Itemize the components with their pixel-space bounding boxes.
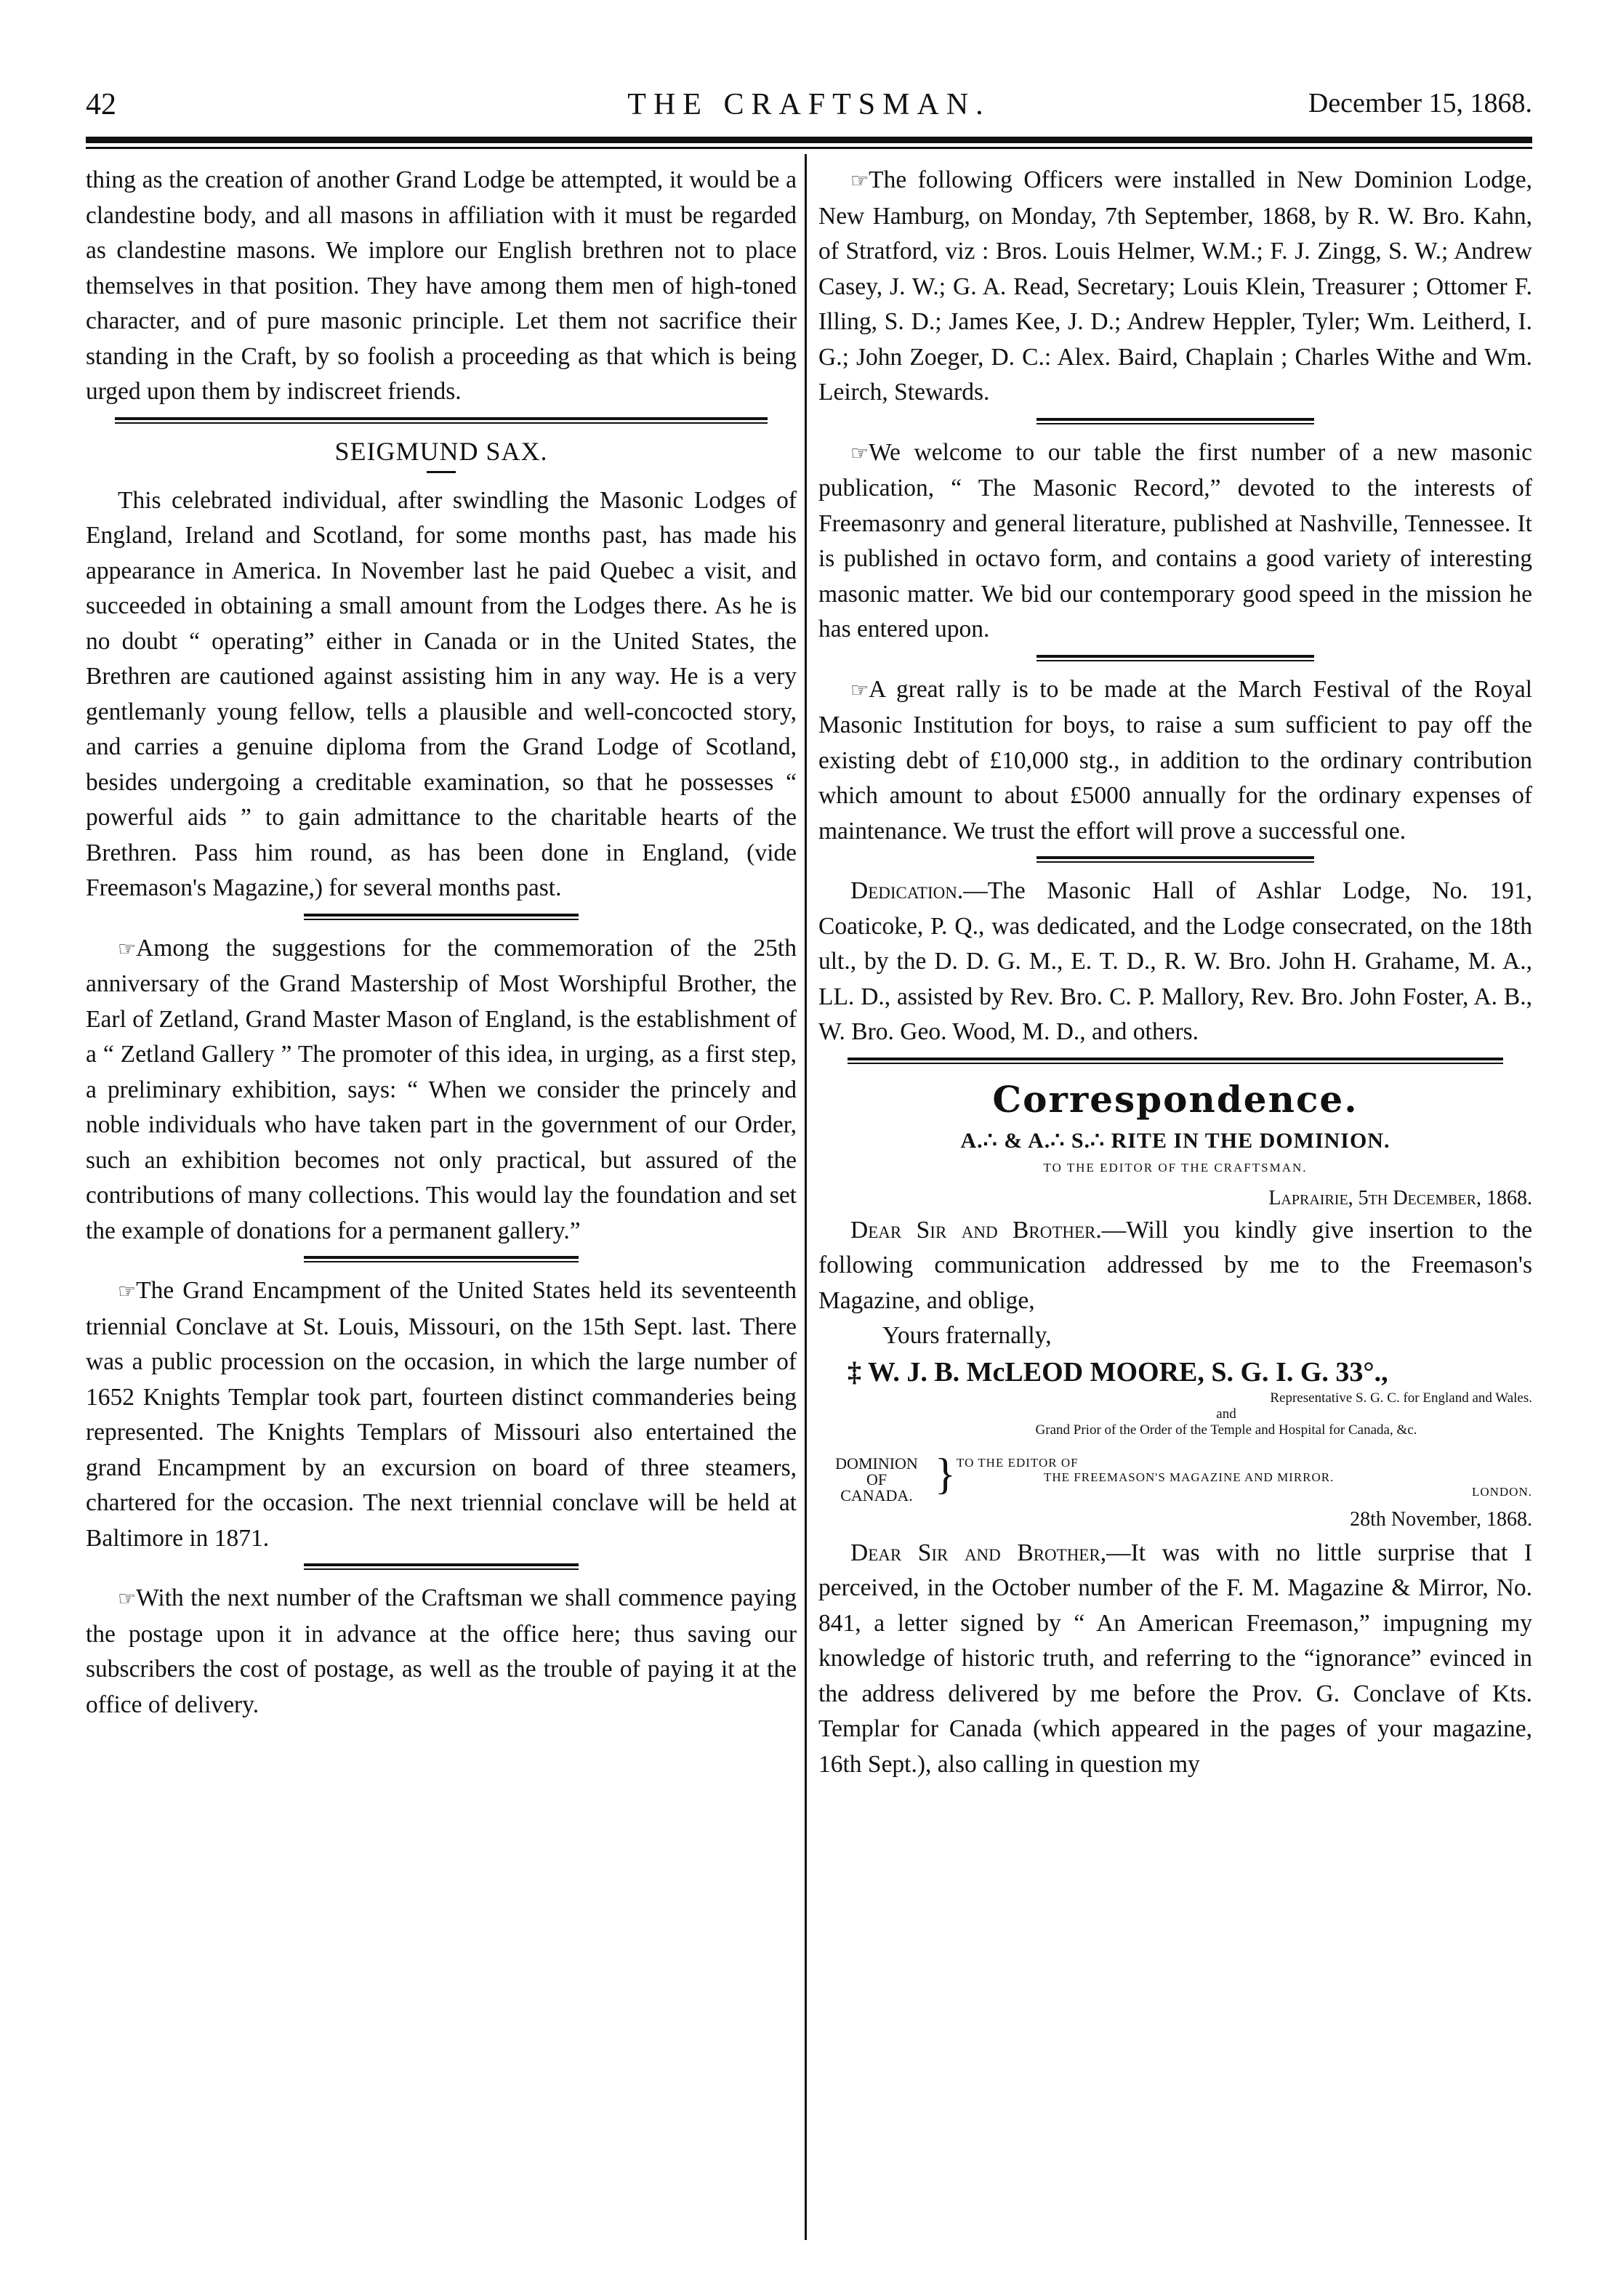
- masonic-record-text: We welcome to our table the first number of a new masonic publication, “ The Masonic Record,” devoted to the interests of Freemasonry and general literature, published at Nashville, Tennessee. It is published in octavo form, and contains a good variety of interesting masonic matter. We bid our contemporary good speed in the mission he has entered upon.: [818, 438, 1532, 643]
- section-separator: [818, 852, 1532, 869]
- letter1-representative: Representative S. G. C. for England and Wales.: [1270, 1390, 1532, 1406]
- dominion-label-line1: DOMINION: [835, 1454, 918, 1473]
- dedication-label: Dedication.: [850, 877, 964, 904]
- pointing-hand-icon: ☞: [850, 440, 869, 465]
- letter1-body: [818, 1213, 1532, 1319]
- pointing-hand-icon: ☞: [850, 169, 869, 193]
- brace-glyph: }: [935, 1449, 956, 1498]
- page-number: 42: [86, 88, 116, 121]
- dominion-label-line2: OF: [866, 1470, 887, 1489]
- column-divider: [805, 154, 807, 2240]
- heading-dash: [427, 471, 456, 473]
- masonic-record-article: [818, 435, 1532, 648]
- section-separator: [818, 414, 1532, 431]
- dedication-article: [818, 874, 1532, 1050]
- section-separator: [818, 1053, 1532, 1071]
- addressee-line3: LONDON.: [1471, 1484, 1532, 1499]
- page-header: [86, 87, 1532, 138]
- zetland-gallery-text: Among the suggestions for the commemoration of the 25th anniversary of the Grand Mastership of Most Worshipful Brother, the Earl of Zetland, Grand Master Mason of England, is the establishment of a “ Zetland Gallery ” The promoter of this idea, in urging, as a first step, a preliminary exhibition, says: “ When we consider the princely and noble individuals who have taken part in the government of our Order, such an exhibition becomes not only practical, but assured of the contributions of many collections. This would lay the foundation and set the example of donations for a permanent gallery.”: [86, 934, 797, 1244]
- addressee-line2: THE FREEMASON'S MAGAZINE AND MIRROR.: [1044, 1470, 1335, 1484]
- letter1-dateline: Laprairie, 5th December, 1868.: [1268, 1186, 1532, 1209]
- publication-title: THE CRAFTSMAN.: [627, 88, 991, 121]
- letter2-salutation: Dear Sir and Brother,: [850, 1539, 1107, 1566]
- pointing-hand-icon: ☞: [850, 677, 869, 702]
- seigmund-sax-heading: SEIGMUND SAX.: [334, 436, 548, 466]
- officers-text: The following Officers were installed in New Dominion Lodge, New Hamburg, on Monday, 7th September, 1868, by R. W. Bro. Kahn, of Stratford, viz : Bros. Louis Helmer, W.M.; F. J. Zingg, S. W.; Andrew Casey, J. W.; G. A. Read, Secretary; Louis Klein, Treasurer ; Ottomer F. Illing, S. D.; James Kee, J. D.; Andrew Heppler, Tyler; Wm. Leitherd, I. G.; John Zoeger, D. C.: Alex. Baird, Chaplain ; Charles Withe and Wm. Leirch, Stewards.: [818, 166, 1532, 406]
- letter1-and: and: [1216, 1406, 1236, 1422]
- to-editor-line: TO THE EDITOR OF THE CRAFTSMAN.: [1043, 1160, 1308, 1175]
- dominion-label: [818, 1456, 935, 1504]
- dedication-text: —The Masonic Hall of Ashlar Lodge, No. 191, Coaticoke, P. Q., was dedicated, and the Lodge consecrated, on the 18th ult., by the D. D. G. M., E. T. D., R. W. Bro. John H. Grahame, M. A., LL. D., assisted by Rev. Bro. C. P. Mallory, Rev. Bro. John Foster, A. B., W. Bro. Geo. Wood, M. D., and others.: [818, 877, 1532, 1045]
- header-rule-thin: [86, 147, 1532, 149]
- zetland-gallery-article: [86, 931, 797, 1249]
- section-separator: [86, 909, 797, 927]
- section-separator: [86, 1252, 797, 1269]
- header-rule-thick: [86, 137, 1532, 143]
- grand-encampment-article: [86, 1273, 797, 1556]
- rally-article: [818, 672, 1532, 850]
- letter1-text: —Will you kindly give insertion to the following communication addressed by me to the Freemason's Magazine, and oblige,: [818, 1216, 1532, 1314]
- left-column: [86, 163, 797, 1723]
- letter2-date: 28th November, 1868.: [1350, 1507, 1532, 1531]
- continued-paragraph: thing as the creation of another Grand Lodge be attempted, it would be a clandestine body, and all masons in affiliation with it must be regarded as clandestine masons. We implore our English brethren not to place themselves in that position. They have among them men of high-toned character, and of pure masonic principle. Let them not sacrifice their standing in the Craft, by so foolish a proceeding as that which is being urged upon them by indiscreet friends.: [86, 166, 797, 405]
- pointing-hand-icon: ☞: [118, 1587, 137, 1611]
- postage-article: [86, 1581, 797, 1723]
- letter1-close: Yours fraternally,: [882, 1322, 1052, 1349]
- rite-heading: A.∴ & A.∴ S.∴ RITE IN THE DOMINION.: [960, 1128, 1390, 1153]
- letter1-signature: ‡ W. J. B. McLEOD MOORE, S. G. I. G. 33°.,: [848, 1356, 1388, 1387]
- grand-encampment-text: The Grand Encampment of the United States held its seventeenth triennial Conclave at St. Louis, Missouri, on the 15th Sept. last. There was a public procession on the occasion, in which the large number of 1652 Knights Templar took part, fourteen distinct commanderies being represented. The Knights Templars of Missouri also entertained the grand Encampment by an excursion on board of three steamers, chartered for the occasion. The next triennial conclave will be held at Baltimore in 1871.: [86, 1277, 797, 1552]
- section-separator: [818, 650, 1532, 668]
- officers-article: [818, 163, 1532, 411]
- pointing-hand-icon: ☞: [118, 936, 137, 961]
- letter2-text: —It was with no little surprise that I perceived, in the October number of the F. M. Magazine & Mirror, No. 841, a letter signed by “ An American Freemason,” impugning my knowledge of historic truth, and referring to the “ignorance” evinced in the address delivered by me before the Prov. G. Conclave of Kts. Templar for Canada (which appeared in the pages of your magazine, 16th Sept.), also calling in question my: [818, 1539, 1533, 1778]
- postage-text: With the next number of the Craftsman we shall commence paying the postage upon it in advance at the office here; thus saving our subscribers the cost of postage, as well as the trouble of paying it at the office of delivery.: [86, 1584, 797, 1718]
- addressee-line1: TO THE EDITOR OF: [957, 1455, 1079, 1470]
- section-separator: [86, 413, 797, 430]
- rally-text: A great rally is to be made at the March Festival of the Royal Masonic Institution for boys, to raise a sum sufficient to pay off the existing debt of £10,000 stg., in addition to the ordinary contribution which amount to about £5000 annually for the ordinary expenses of maintenance. We trust the effort will prove a successful one.: [818, 675, 1532, 845]
- letter2-body: [818, 1536, 1532, 1783]
- letter2-address-block: [818, 1449, 1532, 1505]
- dominion-label-line3: CANADA.: [840, 1486, 913, 1505]
- right-column: [818, 163, 1532, 1782]
- letter1-salutation: Dear Sir and Brother.: [850, 1216, 1102, 1244]
- seigmund-sax-article: This celebrated individual, after swindling the Masonic Lodges of England, Ireland and Scotland, for some months past, has made his appearance in America. In November last he paid Quebec a visit, and succeeded in obtaining a small amount from the Lodges there. As he is no doubt “ operating” either in Canada or in the United States, the Brethren are cautioned against assisting him in any way. He is a very gentlemanly young fellow, tells a plausible and well-concocted story, and carries a genuine diploma from the Grand Lodge of Scotland, besides undergoing a creditable examination, so that he possesses “ powerful aids ” to gain admittance to the charitable hearts of the Brethren. Pass him round, as has been done in England, (vide Freemason's Magazine,) for several months past.: [86, 486, 797, 901]
- letter2-addressee: [957, 1456, 1532, 1499]
- letter1-grand-prior: Grand Prior of the Order of the Temple and Hospital for Canada, &c.: [1035, 1422, 1417, 1438]
- section-separator: [86, 1559, 797, 1576]
- pointing-hand-icon: ☞: [118, 1279, 137, 1303]
- correspondence-heading: Correspondence.: [992, 1077, 1359, 1121]
- issue-date: December 15, 1868.: [1308, 88, 1532, 118]
